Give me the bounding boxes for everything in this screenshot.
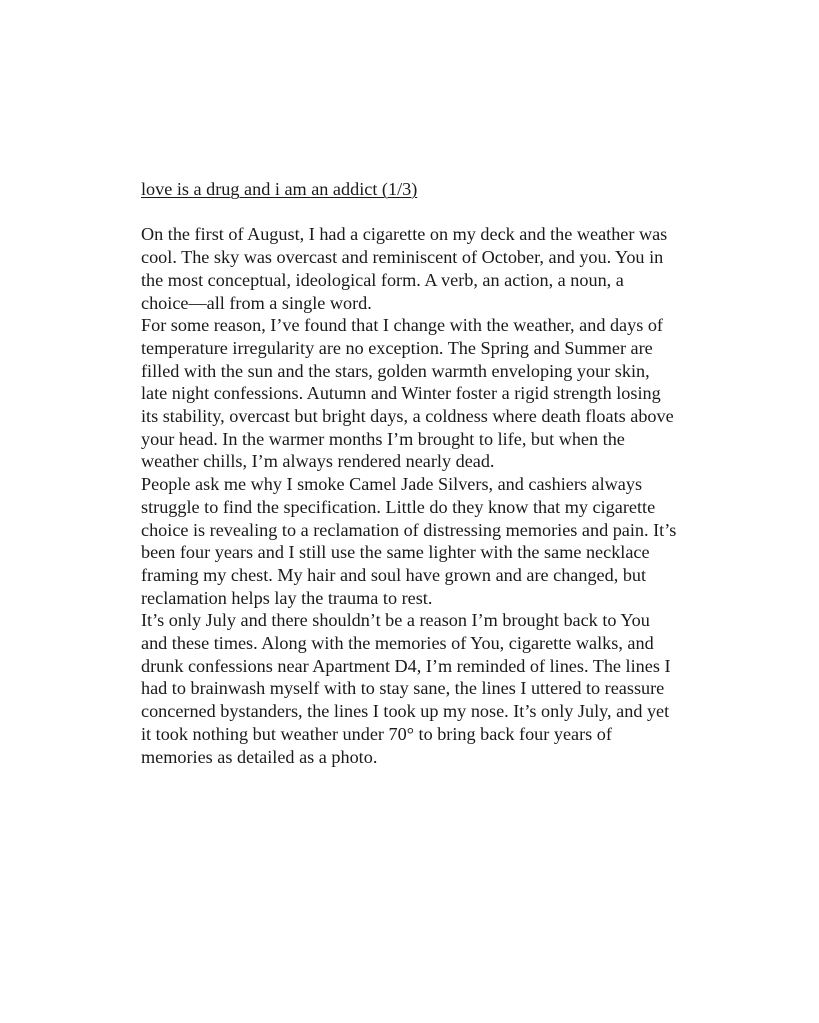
- paragraph-1: [141, 223, 741, 314]
- text-line: concerned bystanders, the lines I took up my nose. It’s only July, and yet: [141, 701, 670, 722]
- text-line: People ask me why I smoke Camel Jade Silvers, and cashiers always: [141, 474, 643, 495]
- text-line: choice—all from a single word.: [141, 292, 372, 313]
- text-line: drunk confessions near Apartment D4, I’m reminded of lines. The lines I: [141, 655, 671, 676]
- text-line: your head. In the warmer months I’m brought to life, but when the: [141, 428, 625, 449]
- text-line: had to brainwash myself with to stay sane, the lines I uttered to reassure: [141, 678, 665, 699]
- text-line: struggle to find the specification. Little do they know that my cigarette: [141, 496, 656, 517]
- document-title: love is a drug and i am an addict (1/3): [141, 179, 418, 199]
- text-line: On the first of August, I had a cigarette on my deck and the weather was: [141, 224, 668, 245]
- text-line: reclamation helps lay the trauma to rest.: [141, 587, 433, 608]
- text-line: late night confessions. Autumn and Winter foster a rigid strength losing: [141, 383, 661, 404]
- text-line: been four years and I still use the same lighter with the same necklace: [141, 542, 650, 563]
- document-body: [141, 178, 741, 768]
- text-line: memories as detailed as a photo.: [141, 746, 378, 767]
- text-line: framing my chest. My hair and soul have grown and are changed, but: [141, 564, 647, 585]
- paragraph-2: [141, 314, 741, 473]
- text-line: For some reason, I’ve found that I change with the weather, and days of: [141, 315, 663, 336]
- text-line: the most conceptual, ideological form. A verb, an action, a noun, a: [141, 269, 624, 290]
- paragraph-3: [141, 473, 741, 609]
- text-line: its stability, overcast but bright days, a coldness where death floats above: [141, 406, 674, 427]
- text-line: choice is revealing to a reclamation of distressing memories and pain. It’s: [141, 519, 677, 540]
- text-line: temperature irregularity are no exception. The Spring and Summer are: [141, 337, 653, 358]
- text-line: cool. The sky was overcast and reminiscent of October, and you. You in: [141, 247, 664, 268]
- text-line: filled with the sun and the stars, golden warmth enveloping your skin,: [141, 360, 650, 381]
- text-line: and these times. Along with the memories of You, cigarette walks, and: [141, 633, 654, 654]
- text-line: It’s only July and there shouldn’t be a reason I’m brought back to You: [141, 610, 650, 631]
- text-line: it took nothing but weather under 70° to bring back four years of: [141, 723, 612, 744]
- blank-line: [141, 201, 741, 224]
- paragraph-4: [141, 609, 741, 768]
- text-line: weather chills, I’m always rendered nearly dead.: [141, 451, 495, 472]
